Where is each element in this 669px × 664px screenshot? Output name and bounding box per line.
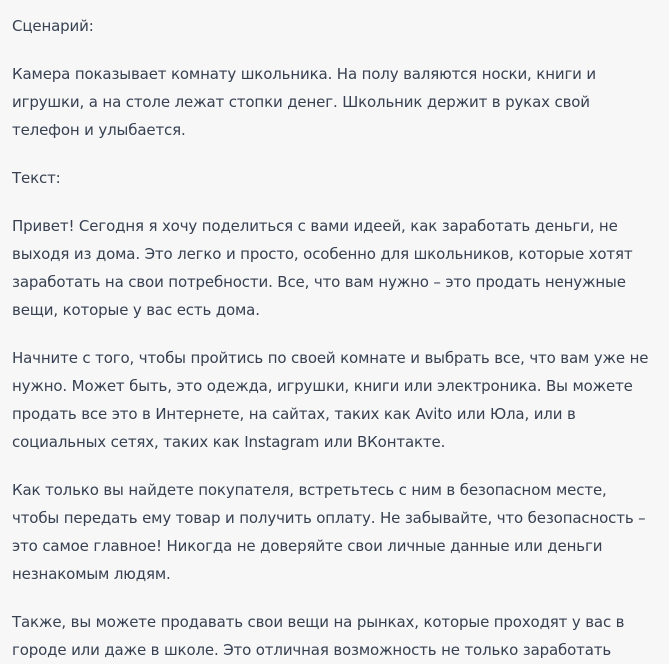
- paragraph-intro: Привет! Сегодня я хочу поделиться с вами идеей, как заработать деньги, не выходя из дома. Это легко и просто, особенно для школьников, которые хотят заработать на свои потребности. Все, что вам нужно – это продать ненужные вещи, которые у вас есть дома.: [12, 217, 633, 319]
- paragraph-sell-items: Начните с того, чтобы пройтись по своей комнате и выбрать все, что вам уже не нужно. Может быть, это одежда, игрушки, книги или электроника. Вы можете продать все это в Интернете, на сайтах, таких как Avito или Юла, или в социальных сетях, таких как Instagram или ВКонтакте.: [12, 349, 649, 451]
- paragraph-safety: Как только вы найдете покупателя, встретьтесь с ним в безопасном месте, чтобы передать ему товар и получить оплату. Не забывайте, что безопасность – это самое главное! Никогда не доверяйте свои личные данные или деньги незнакомым людям.: [12, 481, 646, 583]
- scenario-heading: Сценарий:: [12, 17, 94, 35]
- text-heading: Текст:: [12, 169, 61, 187]
- scenario-description: Камера показывает комнату школьника. На полу валяются носки, книги и игрушки, а на столе лежат стопки денег. Школьник держит в руках свой телефон и улыбается.: [12, 65, 596, 139]
- paragraph-markets: Также, вы можете продавать свои вещи на рынках, которые проходят у вас в городе или даже в школе. Это отличная возможность не только заработать: [12, 613, 625, 659]
